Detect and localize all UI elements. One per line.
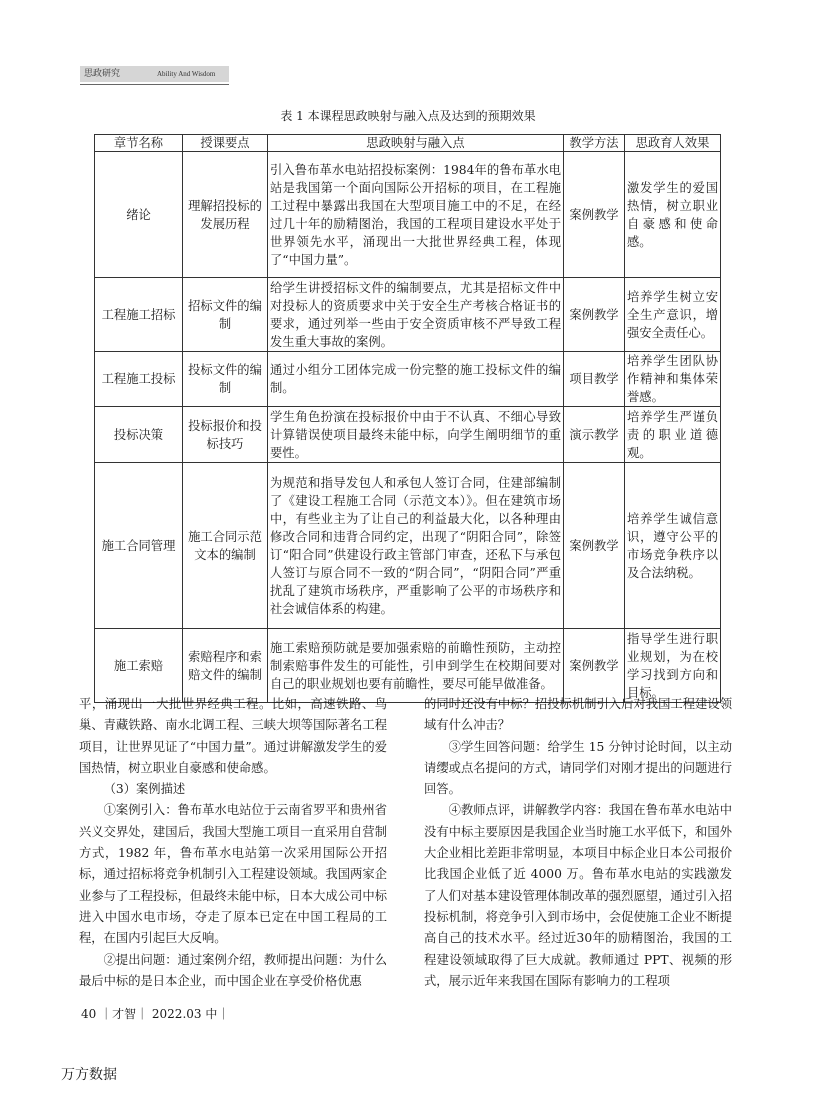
table-caption: 表 1 本课程思政映射与融入点及达到的预期效果 xyxy=(280,109,536,123)
table-header-row xyxy=(95,135,721,152)
body-paragraph: ①案例引入：鲁布革水电站位于云南省罗平和贵州省兴义交界处，建国后，我国大型施工项目一直采用自营制方式，1982 年，鲁布革水电站第一次采用国际公开招标，通过招标将竞争机制引入工程建设领域。我国两家企业参与了工程投标，但最终未能中标，日本大成公司中标进入中国水电市场，夺走了原本已定在中国工程局的工程，在国内引起巨大反响。 xyxy=(79,803,387,946)
column-header: 章节名称 xyxy=(95,135,183,152)
column-header: 授课要点 xyxy=(183,135,268,152)
header-divider xyxy=(80,84,229,85)
column-header: 教学方法 xyxy=(564,135,625,152)
point-cell: 招标文件的编制 xyxy=(183,278,268,352)
column-header: 思政映射与融入点 xyxy=(268,135,564,152)
column-header: 思政育人效果 xyxy=(625,135,721,152)
effect-cell: 培养学生树立安全生产意识，增强安全责任心。 xyxy=(625,278,721,352)
table-row xyxy=(95,463,721,629)
effect-cell: 激发学生的爱国热情，树立职业自豪感和使命感。 xyxy=(625,152,721,278)
point-cell: 投标报价和投标技巧 xyxy=(183,407,268,463)
mapping-cell: 施工索赔预防就是要加强索赔的前瞻性预防，主动控制索赔事件发生的可能性，引申到学生在校期间要对自己的职业规划也要有前瞻性，要尽可能早做准备。 xyxy=(268,629,564,703)
effect-cell: 培养学生团队协作精神和集体荣誉感。 xyxy=(625,352,721,407)
chapter-cell: 工程施工投标 xyxy=(95,352,183,407)
chapter-cell: 施工合同管理 xyxy=(95,463,183,629)
method-cell: 项目教学 xyxy=(564,352,625,407)
effect-cell: 培养学生严谨负责的职业道德观。 xyxy=(625,407,721,463)
left-column xyxy=(79,694,387,992)
course-table xyxy=(94,134,721,703)
mapping-cell: 给学生讲授招标文件的编制要点，尤其是招标文件中对投标人的资质要求中关于安全生产考核合格证书的要求，通过列举一些由于安全资质审核不严导致工程发生重大事故的案例。 xyxy=(268,278,564,352)
chapter-cell: 绪论 xyxy=(95,152,183,278)
point-cell: 索赔程序和索赔文件的编制 xyxy=(183,629,268,703)
table-row xyxy=(95,278,721,352)
table-row xyxy=(95,152,721,278)
point-cell: 投标文件的编制 xyxy=(183,352,268,407)
subsection-heading: （3）案例描述 xyxy=(103,782,186,797)
body-paragraph: ②提出问题：通过案例介绍，教师提出问题：为什么最后中标的是日本企业，而中国企业在享受价格优惠 xyxy=(79,952,387,988)
body-paragraph: ④教师点评，讲解教学内容：我国在鲁布革水电站中没有中标主要原因是我国企业当时施工水平低下，和国外大企业相比差距非常明显，本项目中标企业日本公司报价比我国企业低了近 4000 万。鲁布革水电站的实践激发了人们对基本建设管理体制改革的强烈愿望，通过引入招投标机制，将竞争引入到市场中，会促使施工企业不断提高自己的技术水平。经过近30年的励精图治，我国的工程建设领域取得了巨大成就。教师通过 PPT、视频的形式，展示近年来我国在国际有影响力的工程项 xyxy=(424,803,732,988)
body-paragraph: 平，涌现出一大批世界经典工程。比如，高速铁路、鸟巢、青藏铁路、南水北调工程、三峡大坝等国际著名工程项目，让世界见证了“中国力量”。通过讲解激发学生的爱国热情，树立职业自豪感和使命感。 xyxy=(79,697,387,775)
body-paragraph: 的同时还没有中标？招投标机制引入后对我国工程建设领域有什么冲击？ xyxy=(424,697,732,733)
point-cell: 理解招投标的发展历程 xyxy=(183,152,268,278)
method-cell: 案例教学 xyxy=(564,463,625,629)
page-footer: 40 ｜才智｜ 2022.03 中｜ xyxy=(81,1007,230,1021)
table-row xyxy=(95,407,721,463)
method-cell: 案例教学 xyxy=(564,278,625,352)
effect-cell: 指导学生进行职业规划，为在校学习找到方向和目标。 xyxy=(625,629,721,703)
mapping-cell: 学生角色扮演在投标报价中由于不认真、不细心导致计算错误使项目最终未能中标，向学生阐明细节的重要性。 xyxy=(268,407,564,463)
right-column xyxy=(424,694,732,992)
mapping-cell: 引入鲁布革水电站招投标案例：1984年的鲁布革水电站是我国第一个面向国际公开招标的项目，在工程施工过程中暴露出我国在大型项目施工中的不足，在经过几十年的励精图治，我国的工程项目建设水平处于世界领先水平，涌现出一大批世界经典工程，体现了“中国力量”。 xyxy=(268,152,564,278)
table-row xyxy=(95,629,721,703)
watermark: 万方数据 xyxy=(61,1067,117,1083)
chapter-cell: 工程施工招标 xyxy=(95,278,183,352)
method-cell: 案例教学 xyxy=(564,629,625,703)
table-row xyxy=(95,352,721,407)
chapter-cell: 施工索赔 xyxy=(95,629,183,703)
section-category: 思政研究 xyxy=(84,69,121,79)
method-cell: 演示教学 xyxy=(564,407,625,463)
method-cell: 案例教学 xyxy=(564,152,625,278)
journal-name: Ability And Wisdom xyxy=(157,70,216,78)
mapping-cell: 为规范和指导发包人和承包人签订合同，住建部编制了《建设工程施工合同（示范文本）》。但在建筑市场中，有些业主为了让自己的利益最大化，以各种理由修改合同和违背合同约定，出现了“阴阳合同”，除签订“阳合同”供建设行政主管部门审查，还私下与承包人签订与原合同不一致的“阴合同”，“阴阳合同”严重扰乱了建筑市场秩序，严重影响了公平的市场秩序和社会诚信体系的构建。 xyxy=(268,463,564,629)
point-cell: 施工合同示范文本的编制 xyxy=(183,463,268,629)
mapping-cell: 通过小组分工团体完成一份完整的施工投标文件的编制。 xyxy=(268,352,564,407)
chapter-cell: 投标决策 xyxy=(95,407,183,463)
effect-cell: 培养学生诚信意识，遵守公平的市场竞争秩序以及合法纳税。 xyxy=(625,463,721,629)
body-paragraph: ③学生回答问题：给学生 15 分钟讨论时间，以主动请缨或点名提问的方式，请同学们对刚才提出的问题进行回答。 xyxy=(424,739,732,797)
